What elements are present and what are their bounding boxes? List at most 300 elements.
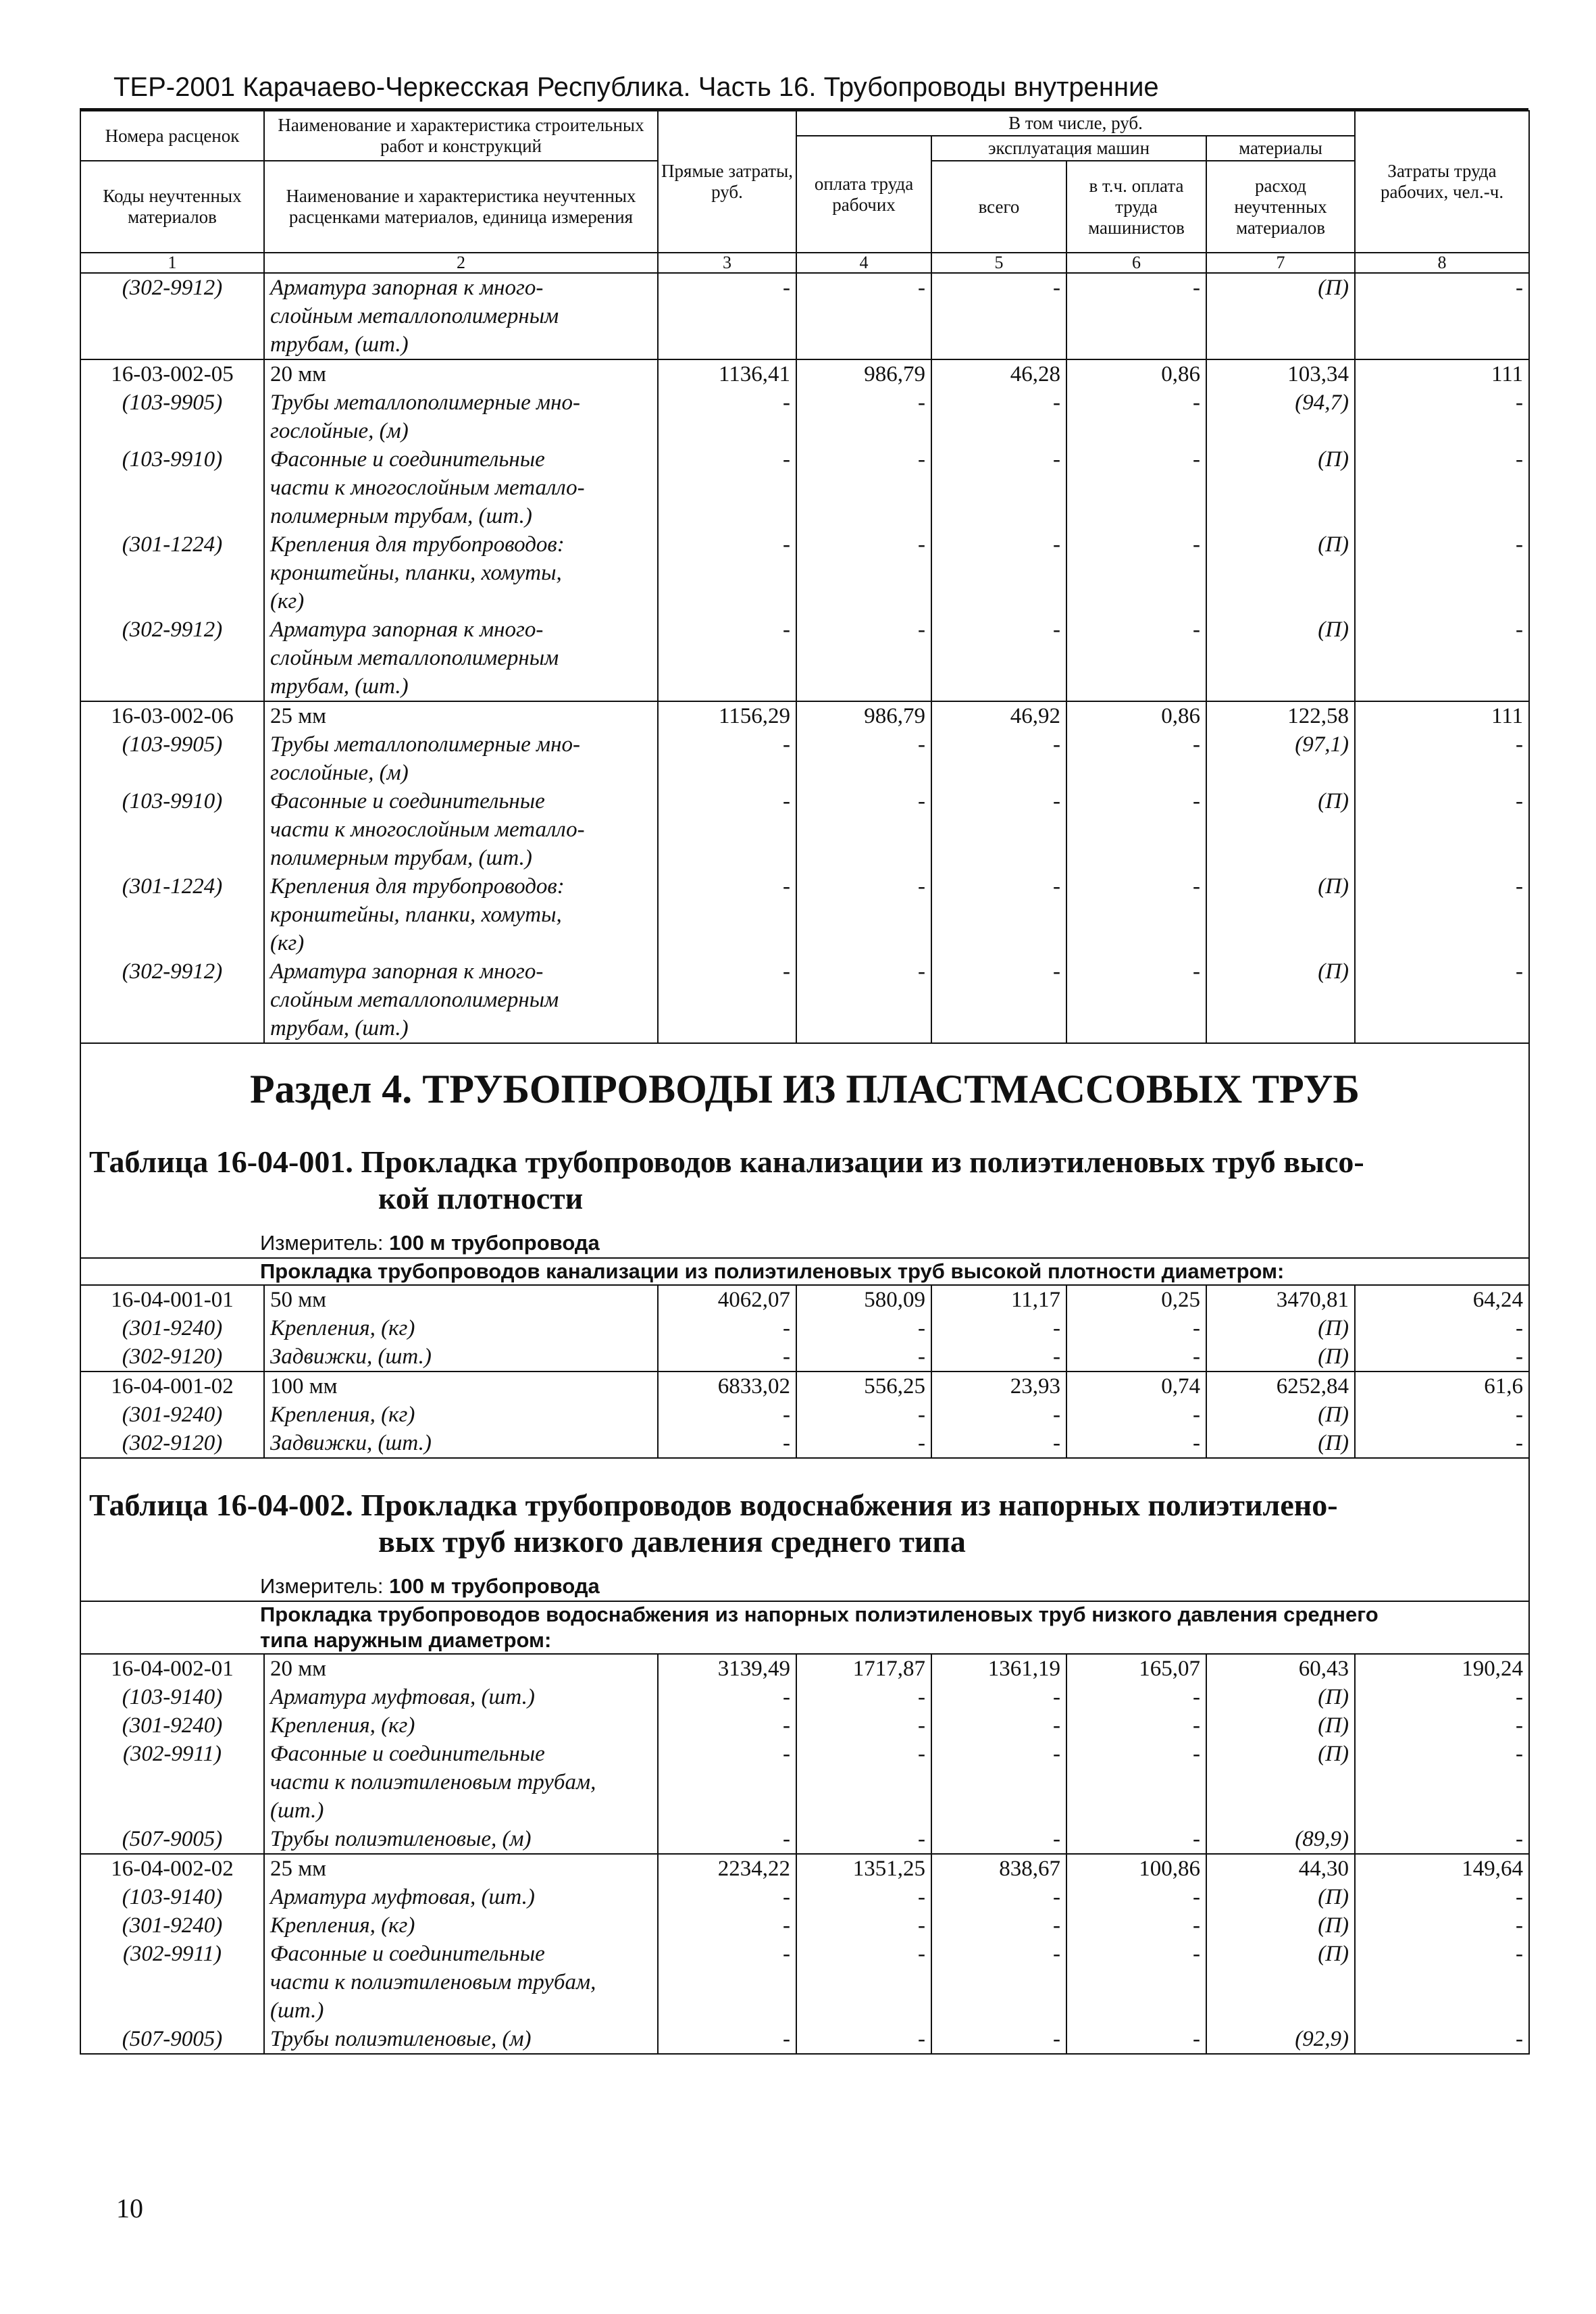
labor-hours: - [1355,1940,1529,2025]
operators-pay: - [1066,1911,1206,1940]
row-code: (103-9905) [80,388,264,445]
row-name-line: кронштейны, планки, хомуты, [270,903,562,927]
labor-hours: - [1355,957,1529,1043]
row-name-line: Трубы металлополимерные мно- [270,732,580,757]
row-name-line: Фасонные и соединительные [270,1742,545,1766]
table2-measure [80,1560,1529,1601]
row-name [264,701,658,730]
materials-cost: (П) [1206,1911,1355,1940]
labor-pay: - [796,273,931,359]
table1-measure-label: Измеритель: [260,1231,384,1255]
direct-cost: 1156,29 [658,701,796,730]
rate-row [80,1654,1529,1683]
row-name [264,1285,658,1314]
machines-total: - [931,1314,1066,1342]
labor-hours: - [1355,273,1529,359]
machines-total: 11,17 [931,1285,1066,1314]
operators-pay: - [1066,1825,1206,1854]
row-name-line: Арматура муфтовая, (шт.) [270,1685,535,1709]
material-row [80,388,1529,445]
direct-cost: - [658,273,796,359]
row-name-line: слойным металлополимерным [270,646,559,670]
machines-total: - [931,957,1066,1043]
operators-pay: 0,86 [1066,701,1206,730]
labor-hours: - [1355,1401,1529,1429]
row-code: (302-9120) [80,1342,264,1372]
machines-total: - [931,1711,1066,1740]
column-number: 6 [1066,253,1206,273]
row-code: (301-9240) [80,1314,264,1342]
operators-pay: - [1066,1683,1206,1711]
row-code: 16-04-001-02 [80,1372,264,1401]
table2-heading [80,1458,1529,1654]
material-row [80,1883,1529,1911]
rate-row [80,1285,1529,1314]
materials-cost: (П) [1206,1314,1355,1342]
row-name-line: Задвижки, (шт.) [270,1431,432,1455]
materials-cost: (П) [1206,1740,1355,1825]
machines-total: - [931,615,1066,701]
row-name-line: (кг) [270,931,305,955]
header-col4: оплата труда рабочих [796,136,931,253]
material-row [80,1429,1529,1458]
direct-cost: - [658,872,796,957]
labor-pay: 1717,87 [796,1654,931,1683]
material-row [80,1314,1529,1342]
row-code: (103-9140) [80,1683,264,1711]
running-header: ТЕР-2001 Карачаево-Черкесская Республика. Часть 16. Трубопроводы внутренние [80,68,1528,110]
material-row [80,2025,1529,2054]
header-col8: Затраты труда рабочих, чел.-ч. [1355,111,1529,253]
row-name [264,1740,658,1825]
material-row [80,1711,1529,1740]
header-group-incl: В том числе, руб. [796,111,1355,136]
operators-pay: - [1066,1940,1206,2025]
row-code: (301-9240) [80,1711,264,1740]
row-name-line: Крепления для трубопроводов: [270,874,565,899]
labor-hours: - [1355,1883,1529,1911]
row-name-line: Крепления, (кг) [270,1403,415,1427]
section-title: Раздел 4. ТРУБОПРОВОДЫ ИЗ ПЛАСТМАССОВЫХ ТРУБ [80,1043,1529,1126]
column-number: 1 [80,253,264,273]
labor-hours: - [1355,1911,1529,1940]
row-name-line: Арматура запорная к много- [270,276,544,300]
row-name-line: части к полиэтиленовым трубам, [270,1770,596,1794]
row-code: (103-9905) [80,730,264,787]
operators-pay: - [1066,1883,1206,1911]
column-number: 8 [1355,253,1529,273]
materials-cost: (П) [1206,1401,1355,1429]
header-group-materials: материалы [1206,136,1355,161]
row-name [264,1883,658,1911]
table1-heading [80,1126,1529,1285]
row-code: (301-9240) [80,1401,264,1429]
column-number: 3 [658,253,796,273]
operators-pay: - [1066,957,1206,1043]
row-code: (507-9005) [80,1825,264,1854]
row-name-line: слойным металлополимерным [270,304,559,328]
operators-pay: - [1066,730,1206,787]
rate-row [80,1372,1529,1401]
direct-cost: - [658,1883,796,1911]
operators-pay: - [1066,1429,1206,1458]
row-name [264,872,658,957]
row-code: (103-9140) [80,1883,264,1911]
materials-cost: (П) [1206,1711,1355,1740]
row-name-line: 50 мм [270,1288,327,1312]
materials-cost: (П) [1206,1429,1355,1458]
header-col5: всего [931,161,1066,253]
column-number: 7 [1206,253,1355,273]
operators-pay: - [1066,615,1206,701]
table-body-top [80,273,1529,1043]
machines-total: 838,67 [931,1854,1066,1883]
table2-title-line1: Таблица 16-04-002. Прокладка трубопроводов водоснабжения из напорных полиэтилено- [89,1488,1338,1522]
direct-cost: - [658,1429,796,1458]
row-code: (301-9240) [80,1911,264,1940]
row-code: (103-9910) [80,787,264,872]
direct-cost: - [658,1825,796,1854]
labor-pay: 986,79 [796,701,931,730]
operators-pay: 0,25 [1066,1285,1206,1314]
labor-pay: - [796,1683,931,1711]
row-name-line: Крепления, (кг) [270,1316,415,1340]
direct-cost: 6833,02 [658,1372,796,1401]
labor-pay: - [796,1401,931,1429]
row-name [264,1342,658,1372]
operators-pay: 165,07 [1066,1654,1206,1683]
material-row [80,1825,1529,1854]
labor-pay: - [796,1314,931,1342]
materials-cost: (П) [1206,1683,1355,1711]
materials-cost: (П) [1206,1342,1355,1372]
row-name-line: слойным металлополимерным [270,988,559,1012]
row-name [264,1711,658,1740]
rate-row [80,1854,1529,1883]
direct-cost: - [658,1740,796,1825]
row-name [264,2025,658,2054]
machines-total: 23,93 [931,1372,1066,1401]
labor-hours: - [1355,730,1529,787]
operators-pay: - [1066,530,1206,615]
direct-cost: - [658,787,796,872]
table2-measure-value: 100 м трубопровода [389,1574,600,1598]
table2-title [80,1458,1529,1560]
row-name [264,273,658,359]
table2-banner-line1: Прокладка трубопроводов водоснабжения из напорных полиэтиленовых труб низкого давления среднего [260,1603,1379,1626]
row-code: (301-1224) [80,530,264,615]
direct-cost: - [658,530,796,615]
section-block [80,1043,1529,1126]
row-name-line: трубам, (шт.) [270,674,409,699]
row-name [264,1940,658,2025]
row-name-line: Задвижки, (шт.) [270,1344,432,1369]
row-name [264,388,658,445]
machines-total: - [931,273,1066,359]
machines-total: - [931,530,1066,615]
header-col7: расход неучтенных материалов [1206,161,1355,253]
direct-cost: - [658,1711,796,1740]
machines-total: - [931,388,1066,445]
row-name [264,1314,658,1342]
materials-cost: (94,7) [1206,388,1355,445]
row-name-line: Фасонные и соединительные [270,447,545,472]
row-name-line: кронштейны, планки, хомуты, [270,561,562,585]
page-number: 10 [116,2193,143,2223]
labor-pay: 556,25 [796,1372,931,1401]
material-row [80,1401,1529,1429]
machines-total: - [931,1740,1066,1825]
labor-hours: - [1355,1825,1529,1854]
direct-cost: - [658,1314,796,1342]
labor-pay: - [796,1342,931,1372]
table1-title-line1: Таблица 16-04-001. Прокладка трубопроводов канализации из полиэтиленовых труб высо- [89,1145,1364,1179]
machines-total: - [931,730,1066,787]
machines-total: 46,28 [931,359,1066,388]
materials-cost: (П) [1206,787,1355,872]
row-name-line: 25 мм [270,704,327,728]
operators-pay: - [1066,273,1206,359]
row-code: 16-04-001-01 [80,1285,264,1314]
materials-cost: (92,9) [1206,2025,1355,2054]
operators-pay: - [1066,445,1206,530]
labor-hours: 149,64 [1355,1854,1529,1883]
materials-cost: (П) [1206,872,1355,957]
row-name-line: (шт.) [270,1998,324,2023]
materials-cost: (П) [1206,1883,1355,1911]
row-name-line: части к полиэтиленовым трубам, [270,1970,596,1994]
table1-title [80,1126,1529,1217]
direct-cost: 1136,41 [658,359,796,388]
row-code: 16-04-002-02 [80,1854,264,1883]
labor-pay: - [796,615,931,701]
direct-cost: - [658,957,796,1043]
price-table [80,110,1530,2055]
header-col2-top: Наименование и характеристика строительных работ и конструкций [264,111,658,161]
rate-row [80,359,1529,388]
materials-cost: (П) [1206,445,1355,530]
labor-hours: - [1355,2025,1529,2054]
row-name [264,1429,658,1458]
machines-total: - [931,1825,1066,1854]
table1-measure-value: 100 м трубопровода [389,1231,600,1255]
machines-total: - [931,1429,1066,1458]
machines-total: - [931,872,1066,957]
row-name [264,1911,658,1940]
direct-cost: - [658,730,796,787]
materials-cost: (П) [1206,957,1355,1043]
machines-total: - [931,1940,1066,2025]
row-name-line: Арматура запорная к много- [270,959,544,984]
row-name [264,1854,658,1883]
material-row [80,1740,1529,1825]
materials-cost: (П) [1206,530,1355,615]
materials-cost: (97,1) [1206,730,1355,787]
labor-pay: - [796,1740,931,1825]
direct-cost: - [658,388,796,445]
header-col1-bottom: Коды неучтенных материалов [80,161,264,253]
labor-hours: - [1355,1711,1529,1740]
materials-cost: (89,9) [1206,1825,1355,1854]
labor-pay: - [796,2025,931,2054]
row-name-line: Арматура муфтовая, (шт.) [270,1885,535,1909]
labor-pay: - [796,872,931,957]
row-name-line: гослойные, (м) [270,761,409,785]
row-name-line: полимерным трубам, (шт.) [270,846,532,870]
row-name-line: гослойные, (м) [270,419,409,443]
row-name-line: Крепления, (кг) [270,1913,415,1938]
labor-pay: - [796,1429,931,1458]
row-code: 16-04-002-01 [80,1654,264,1683]
direct-cost: - [658,445,796,530]
table1-measure [80,1217,1529,1258]
labor-hours: 61,6 [1355,1372,1529,1401]
row-name-line: 20 мм [270,362,327,386]
operators-pay: - [1066,872,1206,957]
row-name [264,615,658,701]
row-name-line: Трубы металлополимерные мно- [270,391,580,415]
direct-cost: - [658,1940,796,2025]
materials-cost: (П) [1206,615,1355,701]
row-name-line: Арматура запорная к много- [270,618,544,642]
column-number: 5 [931,253,1066,273]
row-code: (103-9910) [80,445,264,530]
column-number: 4 [796,253,931,273]
row-name-line: Трубы полиэтиленовые, (м) [270,2027,532,2051]
labor-pay: - [796,1711,931,1740]
header-col1-top: Номера расценок [80,111,264,161]
row-code: (507-9005) [80,2025,264,2054]
operators-pay: - [1066,1342,1206,1372]
material-row [80,1911,1529,1940]
table2-measure-label: Измеритель: [260,1574,384,1598]
material-row [80,445,1529,530]
material-row [80,530,1529,615]
table1-banner: Прокладка трубопроводов канализации из полиэтиленовых труб высокой плотности диаметром: [80,1258,1529,1285]
material-row [80,615,1529,701]
direct-cost: - [658,2025,796,2054]
labor-pay: 580,09 [796,1285,931,1314]
labor-hours: - [1355,615,1529,701]
materials-cost: 3470,81 [1206,1285,1355,1314]
row-code: (302-9911) [80,1740,264,1825]
row-name-line: Крепления, (кг) [270,1713,415,1738]
row-name-line: (кг) [270,589,305,613]
column-number: 2 [264,253,658,273]
row-code: (302-9120) [80,1429,264,1458]
materials-cost: 122,58 [1206,701,1355,730]
operators-pay: - [1066,2025,1206,2054]
direct-cost: - [658,615,796,701]
operators-pay: 100,86 [1066,1854,1206,1883]
material-row [80,273,1529,359]
operators-pay: - [1066,787,1206,872]
row-name [264,1654,658,1683]
labor-pay: - [796,957,931,1043]
table2-title-line2: вых труб низкого давления среднего типа [378,1524,966,1559]
direct-cost: - [658,1342,796,1372]
labor-pay: 1351,25 [796,1854,931,1883]
machines-total: - [931,2025,1066,2054]
row-name [264,1683,658,1711]
material-row [80,957,1529,1043]
material-row [80,872,1529,957]
direct-cost: - [658,1683,796,1711]
document-page [80,68,1528,2055]
labor-pay: - [796,1825,931,1854]
materials-cost: 60,43 [1206,1654,1355,1683]
table-header [80,111,1529,253]
machines-total: - [931,1683,1066,1711]
machines-total: - [931,1342,1066,1372]
row-name-line: Трубы полиэтиленовые, (м) [270,1827,532,1851]
labor-hours: - [1355,1342,1529,1372]
operators-pay: - [1066,1711,1206,1740]
row-name [264,359,658,388]
labor-hours: - [1355,1740,1529,1825]
direct-cost: - [658,1401,796,1429]
labor-pay: - [796,388,931,445]
labor-pay: - [796,445,931,530]
labor-pay: 986,79 [796,359,931,388]
row-name-line: части к многослойным металло- [270,818,585,842]
material-row [80,1342,1529,1372]
labor-pay: - [796,1883,931,1911]
machines-total: - [931,445,1066,530]
row-code: (301-1224) [80,872,264,957]
labor-pay: - [796,1911,931,1940]
labor-hours: - [1355,530,1529,615]
row-name-line: Фасонные и соединительные [270,789,545,813]
operators-pay: - [1066,1314,1206,1342]
row-name [264,445,658,530]
labor-hours: - [1355,1314,1529,1342]
row-name [264,730,658,787]
materials-cost: (П) [1206,1940,1355,2025]
header-group-machines: эксплуатация машин [931,136,1206,161]
row-code: (302-9912) [80,615,264,701]
machines-total: 1361,19 [931,1654,1066,1683]
header-col6: в т.ч. оплата труда машинистов [1066,161,1206,253]
operators-pay: - [1066,1740,1206,1825]
labor-hours: 190,24 [1355,1654,1529,1683]
header-col2-bottom: Наименование и характеристика неучтенных расценками материалов, единица измерения [264,161,658,253]
row-name [264,957,658,1043]
row-name-line: (шт.) [270,1799,324,1823]
row-name-line: части к многослойным металло- [270,476,585,500]
labor-pay: - [796,730,931,787]
labor-hours: - [1355,1429,1529,1458]
machines-total: - [931,1911,1066,1940]
machines-total: - [931,1883,1066,1911]
row-name-line: полимерным трубам, (шт.) [270,504,532,528]
header-col3: Прямые затраты, руб. [658,111,796,253]
material-row [80,1683,1529,1711]
labor-pay: - [796,1940,931,2025]
machines-total: 46,92 [931,701,1066,730]
row-name [264,787,658,872]
labor-hours: 111 [1355,359,1529,388]
operators-pay: 0,86 [1066,359,1206,388]
row-code: 16-03-002-06 [80,701,264,730]
row-name-line: 25 мм [270,1857,327,1881]
direct-cost: 3139,49 [658,1654,796,1683]
row-code: (302-9911) [80,1940,264,2025]
row-name [264,1825,658,1854]
row-name [264,1401,658,1429]
machines-total: - [931,1401,1066,1429]
labor-hours: - [1355,388,1529,445]
